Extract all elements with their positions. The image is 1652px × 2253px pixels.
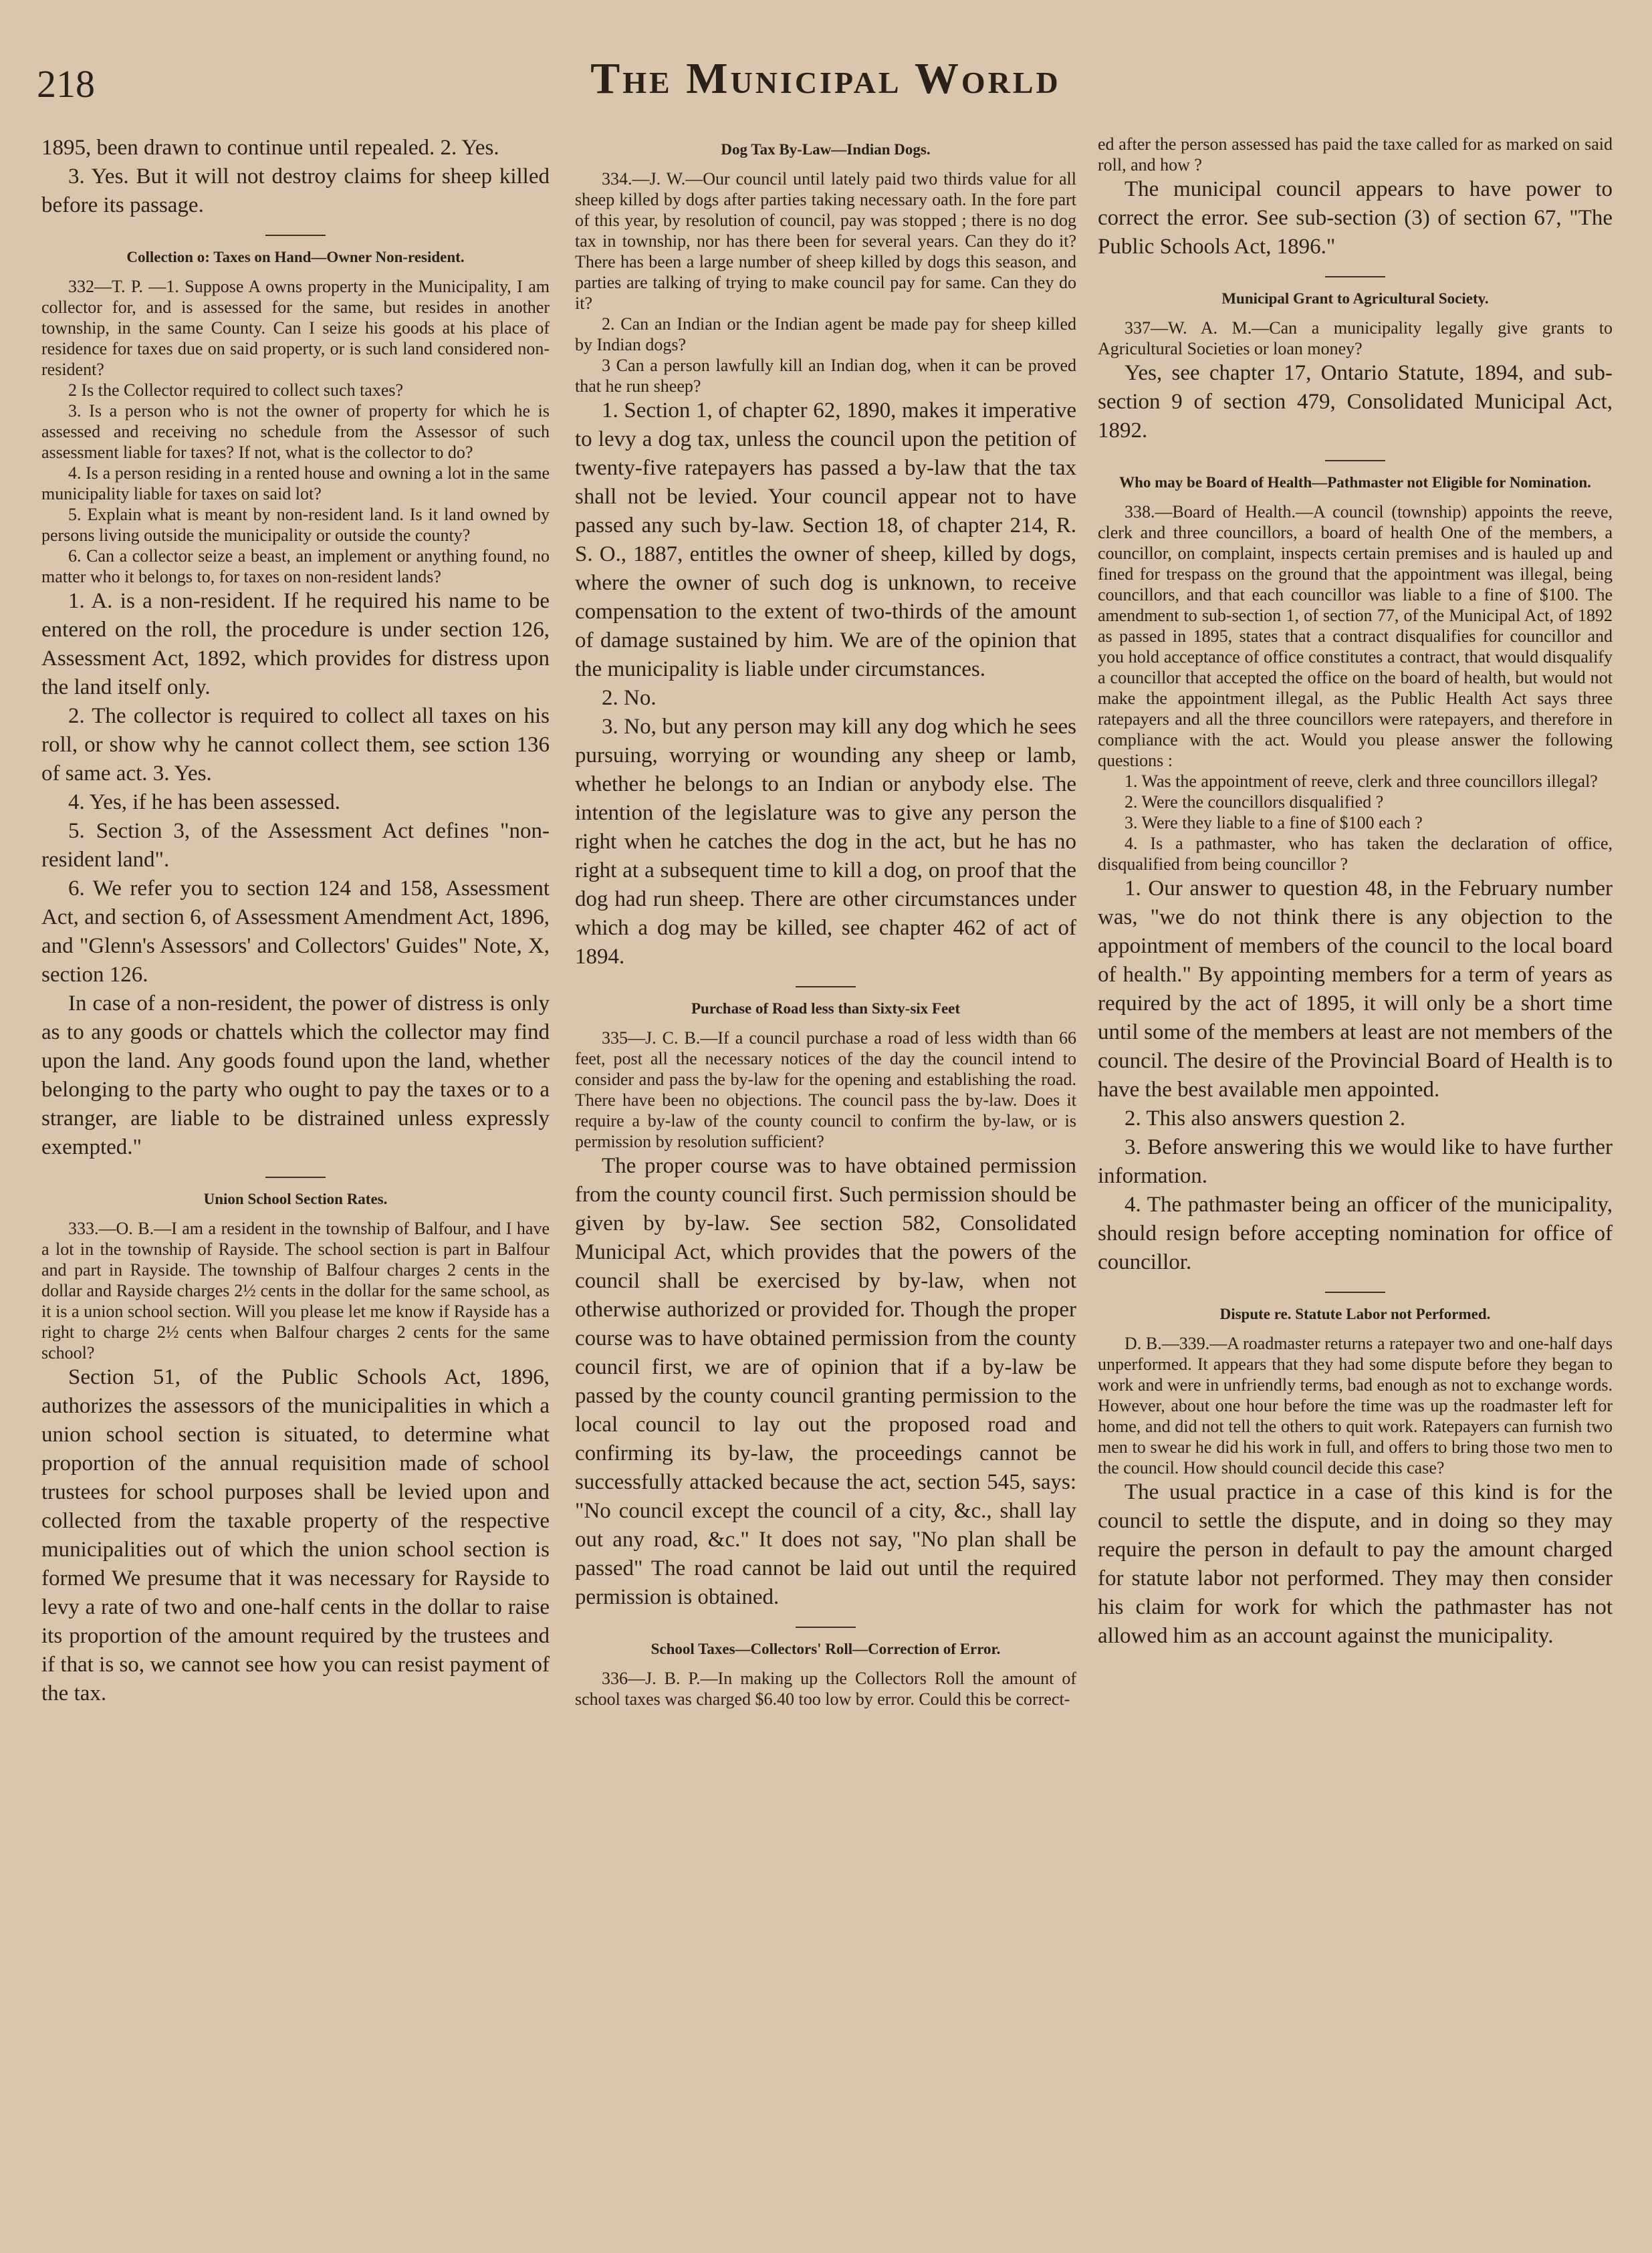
- answer: 5. Section 3, of the Assessment Act defines "non-resident land".: [41, 819, 550, 872]
- answer: 6. We refer you to section 124 and 158, Assessment Act, and section 6, of Assessment Amendment Act, 1896, and "Glenn's Assessors' and Collectors' Guides" Note, X, section 126.: [41, 876, 550, 987]
- question: 2 Is the Collector required to collect such taxes?: [68, 380, 404, 400]
- divider: [796, 1627, 856, 1628]
- page-header: [37, 53, 1615, 107]
- question: 1. Was the appointment of reeve, clerk and three councillors illegal?: [1125, 772, 1598, 791]
- divider: [265, 1177, 326, 1178]
- answer: 4. Yes, if he has been assessed.: [68, 790, 340, 814]
- answer: In case of a non-resident, the power of distress is only as to any goods or chattels which the collector may find upon the land. Any goods found upon the land, whether belonging to the party who ought to pay the taxes or to a stranger, are liable to be distrained unless expressly exempted.": [41, 991, 550, 1159]
- answer: The usual practice in a case of this kind is for the council to settle the dispute, and in doing so they may require the person in default to pay the amount charged for statute labor not performed. They may then consider his claim for work for which the pathmaster has not allowed him as an account against the municipality.: [1098, 1480, 1613, 1648]
- question: ed after the person assessed has paid the taxe called for as marked on said roll, and how ?: [1098, 134, 1613, 174]
- column-2: [575, 134, 1076, 2226]
- divider: [1325, 460, 1385, 461]
- section-heading: School Taxes—Collectors' Roll—Correction of Error.: [651, 1641, 1001, 1657]
- question: 333.—O. B.—I am a resident in the township of Balfour, and I have a lot in the township of Rayside. The school section is part in Balfour and part in Rayside. The township of Balfour charges 2 cents in the dollar and Rayside charges 2½ cents in the dollar for the same school, as it is a union school section. Will you please let me know if Rayside has a right to charge 2½ cents when Balfour charges 2 cents for the same school?: [41, 1219, 550, 1362]
- question: D. B.—339.—A roadmaster returns a ratepayer two and one-half days unperformed. It appears that they had some dispute before they began to work and were in unfriendly terms, bad enough as not to exchange words. However, about one hour before the time was up the roadmaster left for home, and did not tell the others to quit work. Ratepayers can furnish two men to swear he did his work in full, and offers to bring those two men to the council. How should council decide this case?: [1098, 1334, 1613, 1477]
- answer: 2. No.: [602, 686, 657, 710]
- divider: [796, 986, 856, 987]
- question: 5. Explain what is meant by non-resident land. Is it land owned by persons living outside the municipality or outside the county?: [41, 505, 550, 545]
- question: 2. Were the councillors disqualified ?: [1125, 792, 1384, 812]
- section-heading: Who may be Board of Health—Pathmaster not Eligible for Nomination.: [1119, 474, 1591, 491]
- answer: The municipal council appears to have power to correct the error. See sub-section (3) of section 67, "The Public Schools Act, 1896.": [1098, 177, 1613, 259]
- question: 334.—J. W.—Our council until lately paid two thirds value for all sheep killed by dogs after parties taking necessary oath. In the fore part of this year, by resolution of council, pay was stopped ; there is no dog tax in township, nor has there been for several years. Can they do it? There has been a large number of sheep killed by dogs this season, and parties are talking of trying to make council pay for same. Can they do it?: [575, 169, 1076, 313]
- answer: 3. No, but any person may kill any dog which he sees pursuing, worrying or wounding any sheep or lamb, whether he belongs to an Indian or anybody else. The intention of the legislature was to give any person the right when he catches the dog in the act, but he has no right at a subsequent time to kill a dog, on proof that the dog had run sheep. There are other circumstances under which a dog may be killed, see chapter 462 of act of 1894.: [575, 715, 1076, 969]
- section-heading: Dog Tax By-Law—Indian Dogs.: [721, 141, 931, 158]
- question: 4. Is a person residing in a rented house and owning a lot in the same municipality liable for taxes on said lot?: [41, 463, 550, 503]
- answer: 1. A. is a non-resident. If he required his name to be entered on the roll, the procedure is under section 126, Assessment Act, 1892, which provides for distress upon the land itself only.: [41, 589, 550, 699]
- section-heading: Municipal Grant to Agricultural Society.: [1221, 290, 1489, 307]
- question: 336—J. B. P.—In making up the Collectors Roll the amount of school taxes was charged $6.40 too low by error. Could this be correct-: [575, 1669, 1076, 1709]
- question: 3 Can a person lawfully kill an Indian dog, when it can be proved that he run sheep?: [575, 356, 1076, 396]
- column-1: [41, 134, 550, 2226]
- answer: 3. Before answering this we would like to have further information.: [1098, 1135, 1613, 1188]
- answer: Section 51, of the Public Schools Act, 1896, authorizes the assessors of the municipalities in which a union school section is situated, to determine what proportion of the annual requisition made of school trustees for school purposes shall be levied upon and collected from the taxable property of the respective municipalities out of which the union school section is formed We presume that it was necessary for Rayside to levy a rate of two and one-half cents in the dollar to raise its proportion of the amount required by the trustees and if that is so, we cannot see how you can resist payment of the tax.: [41, 1365, 550, 1705]
- section-heading: Union School Section Rates.: [203, 1191, 388, 1207]
- answer: 2. This also answers question 2.: [1125, 1106, 1406, 1131]
- paragraph: 3. Yes. But it will not destroy claims for sheep killed before its passage.: [41, 164, 550, 217]
- divider: [265, 235, 326, 236]
- section-heading: Collection o: Taxes on Hand—Owner Non-resident.: [126, 249, 465, 265]
- publication-title: The Municipal World: [590, 54, 1061, 103]
- page-number: 218: [37, 62, 95, 106]
- question: 3. Is a person who is not the owner of property for which he is assessed and receiving no schedule from the Assessor of such assessment liable for taxes? If not, what is the collector to do?: [41, 401, 550, 462]
- question: 335—J. C. B.—If a council purchase a road of less width than 66 feet, post all the necessary notices of the day the council intend to consider and pass the by-law for the opening and establishing the road. There have been no objections. The council pass the by-law. Does it require a by-law of the county council to confirm the by-law, or is permission by resolution sufficient?: [575, 1028, 1076, 1151]
- divider: [1325, 1292, 1385, 1293]
- question: 6. Can a collector seize a beast, an implement or anything found, no matter who it belongs to, for taxes on non-resident lands?: [41, 546, 550, 586]
- question: 4. Is a pathmaster, who has taken the declaration of office, disqualified from being councillor ?: [1098, 834, 1613, 874]
- question: 338.—Board of Health.—A council (township) appoints the reeve, clerk and three councillors, a board of health One of the members, a councillor, on complaint, inspects certain premises and is hauled up and fined for trespass on the ground that the appointment was illegal, being councillors, and that each councillor was liable to a fine of $100. The amendment to sub-section 1, of section 77, of the Municipal Act, of 1892 as passed in 1895, states that a contract disqualifies for councillor and you hold acceptance of office constitutes a contract, that would disqualify a councillor that accepted the office on the board of health, but would not make the appointment illegal, as the Public Health Act says three ratepayers and all the three councillors were ratepayers, and therefore in compliance with the act. Would you please answer the following questions :: [1098, 502, 1613, 770]
- answer: 1. Section 1, of chapter 62, 1890, makes it imperative to levy a dog tax, unless the council upon the petition of twenty-five ratepayers has passed a by-law that the tax shall not be levied. Your council appear not to have passed any such by-law. Section 18, of chapter 214, R. S. O., 1887, entitles the owner of sheep, killed by dogs, where the owner of such dog is unknown, to receive compensation to the extent of two-thirds of the amount of damage sustained by him. We are of the opinion that the municipality is liable under circumstances.: [575, 398, 1076, 681]
- answer: 1. Our answer to question 48, in the February number was, "we do not think there is any objection to the appointment of members of the council to the local board of health." By appointing members for a term of years as required by the act of 1895, it will only be a short time until some of the members at least are not members of the council. The desire of the Provincial Board of Health is to have the best available men appointed.: [1098, 876, 1613, 1102]
- answer: Yes, see chapter 17, Ontario Statute, 1894, and sub-section 9 of section 479, Consolidated Municipal Act, 1892.: [1098, 361, 1613, 443]
- question: 2. Can an Indian or the Indian agent be made pay for sheep killed by Indian dogs?: [575, 314, 1076, 354]
- section-heading: Purchase of Road less than Sixty-six Feet: [691, 1000, 961, 1017]
- column-3: [1098, 134, 1613, 2226]
- question: 332—T. P. —1. Suppose A owns property in the Municipality, I am collector for, and is assessed for the same, but resides in another township, in the same County. Can I seize his goods at his place of residence for taxes due on said property, or is such land considered non-resident?: [41, 277, 550, 379]
- question: 337—W. A. M.—Can a municipality legally give grants to Agricultural Societies or loan money?: [1098, 318, 1613, 358]
- section-heading: Dispute re. Statute Labor not Performed.: [1219, 1306, 1491, 1322]
- question: 3. Were they liable to a fine of $100 each ?: [1125, 813, 1423, 832]
- answer: The proper course was to have obtained permission from the county council first. Such permission should be given by by-law. See section 582, Consolidated Municipal Act, which provides that the powers of the council shall be exercised by by-law, when not otherwise authorized or provided for. Though the proper course was to have obtained permission from the county council first, we are of opinion that if a by-law be passed by the county council granting permission to the local council to lay out the proposed road and confirming its by-law, the proceedings cannot be successfully attacked because the act, section 545, says: "No council except the council of a city, &c., shall lay out any road, &c." It does not say, "No plan shall be passed" The road cannot be laid out until the required permission is obtained.: [575, 1154, 1076, 1609]
- paragraph: 1895, been drawn to continue until repealed. 2. Yes.: [41, 136, 499, 160]
- divider: [1325, 276, 1385, 277]
- answer: 4. The pathmaster being an officer of the municipality, should resign before accepting nomination for office of councillor.: [1098, 1193, 1613, 1274]
- answer: 2. The collector is required to collect all taxes on his roll, or show why he cannot collect them, see sction 136 of same act. 3. Yes.: [41, 704, 550, 786]
